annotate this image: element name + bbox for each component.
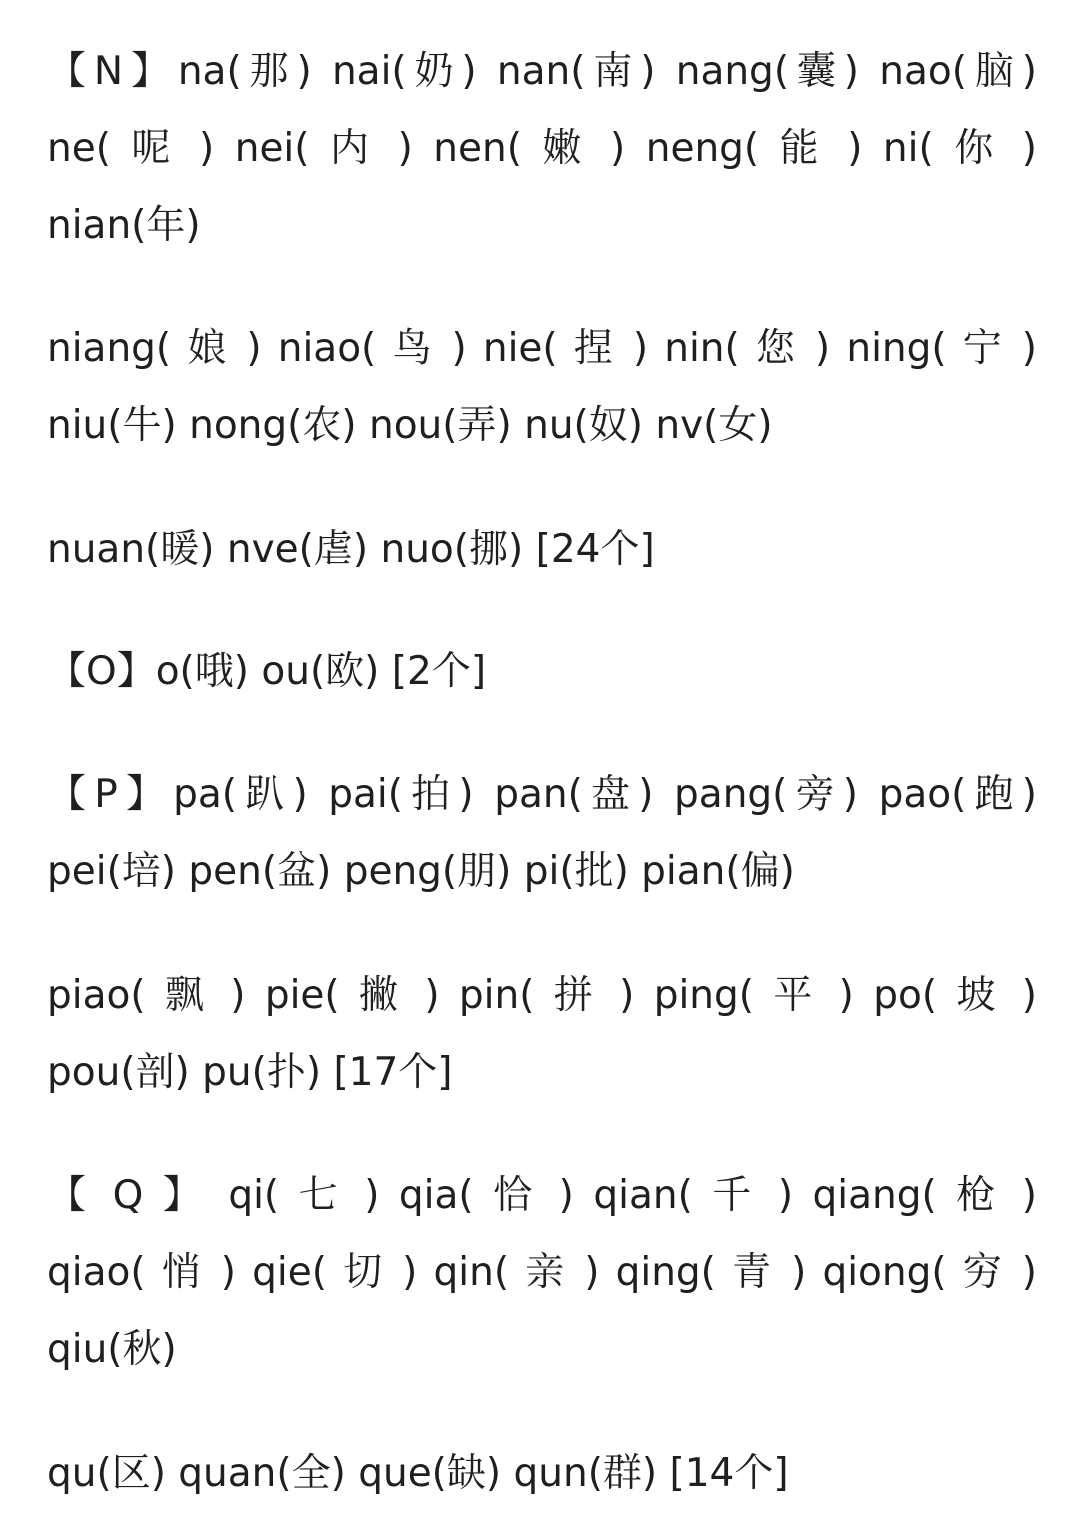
paragraph-n-part2	[47, 310, 1037, 464]
text-line: nuan(暖) nve(虐) nuo(挪) [24个]	[47, 527, 655, 572]
text-line: 【O】o(哦) ou(欧) [2个]	[47, 649, 487, 694]
text-line: qu(区) quan(全) que(缺) qun(群) [14个]	[47, 1451, 789, 1496]
paragraph-n-part3	[47, 511, 1037, 588]
paragraph-p-part1	[47, 756, 1037, 910]
paragraph-q-part1	[47, 1157, 1037, 1388]
text-line: qiao( 悄 ) qie( 切 ) qin( 亲 ) qing( 青 ) qiong( 穷 )	[47, 1250, 1037, 1295]
paragraph-o	[47, 633, 1037, 710]
text-line: nian(年)	[47, 203, 201, 248]
text-line: piao( 飘 ) pie( 撇 ) pin( 拼 ) ping( 平 ) po( 坡 )	[47, 973, 1037, 1018]
paragraph-q-part2	[47, 1435, 1037, 1512]
text-line: pei(培) pen(盆) peng(朋) pi(批) pian(偏)	[47, 849, 795, 894]
text-line: 【P】pa(趴) pai(拍) pan(盘) pang(旁) pao(跑)	[47, 772, 1037, 817]
paragraph-p-part2	[47, 957, 1037, 1111]
paragraph-n-part1	[47, 33, 1037, 264]
text-line: ne( 呢 ) nei( 内 ) nen( 嫩 ) neng( 能 ) ni( 你 )	[47, 126, 1037, 171]
text-line: niang( 娘 ) niao( 鸟 ) nie( 捏 ) nin( 您 ) ning( 宁 )	[47, 326, 1037, 371]
text-line: 【N】na(那) nai(奶) nan(南) nang(囊) nao(脑)	[47, 49, 1037, 94]
text-line: qiu(秋)	[47, 1327, 177, 1372]
text-line: niu(牛) nong(农) nou(弄) nu(奴) nv(女)	[47, 403, 773, 448]
text-line: pou(剖) pu(扑) [17个]	[47, 1050, 453, 1095]
text-line: 【 Q 】 qi( 七 ) qia( 恰 ) qian( 千 ) qiang( 枪 )	[47, 1173, 1037, 1218]
